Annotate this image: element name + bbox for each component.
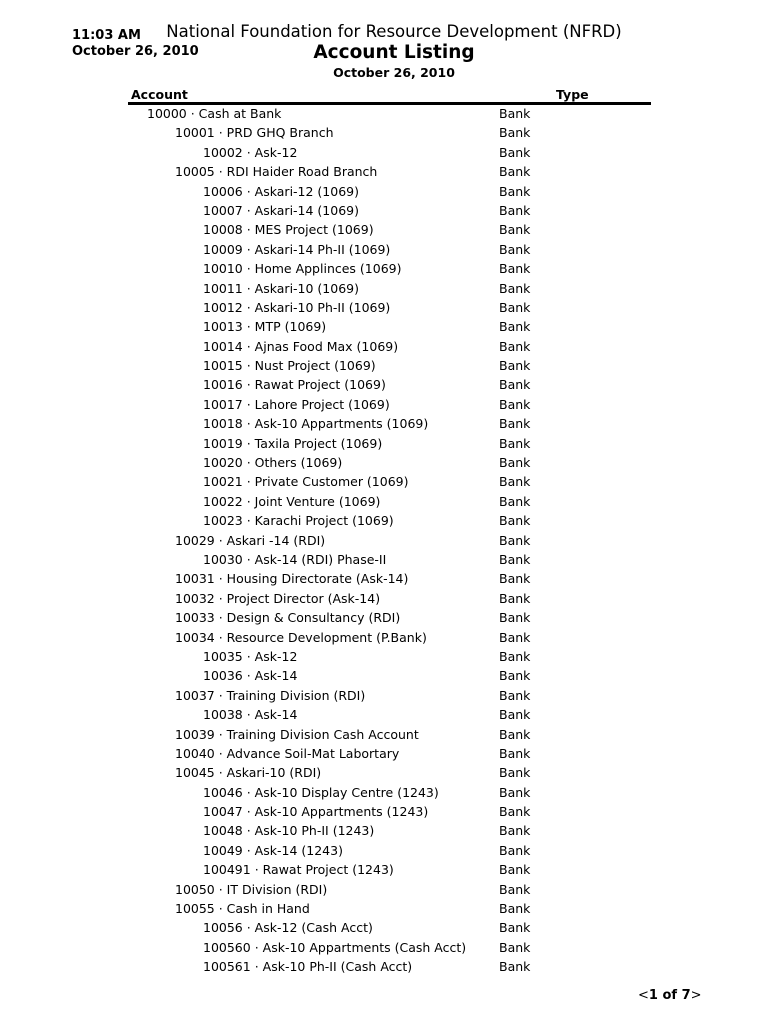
account-name: 100561 · Ask-10 Ph-II (Cash Acct) [203,959,413,975]
account-type: Bank [499,144,531,160]
account-name: 10048 · Ask-10 Ph-II (1243) [203,823,375,839]
account-type: Bank [499,416,531,432]
account-row [0,569,768,588]
account-name: 10055 · Cash in Hand [175,901,310,917]
account-type: Bank [499,299,531,315]
account-name: 10021 · Private Customer (1069) [203,474,409,490]
account-type: Bank [499,804,531,820]
account-row [0,957,768,976]
account-row [0,938,768,957]
account-row [0,744,768,763]
account-row [0,802,768,821]
report-date: October 26, 2010 [72,44,199,59]
prev-page-button[interactable]: < [638,988,649,1003]
account-name: 10022 · Joint Venture (1069) [203,493,381,509]
account-row [0,317,768,336]
account-name: 10020 · Others (1069) [203,455,343,471]
account-name: 10035 · Ask-12 [203,648,298,664]
account-type: Bank [499,901,531,917]
account-type: Bank [499,842,531,858]
account-row [0,414,768,433]
account-type: Bank [499,435,531,451]
account-type: Bank [499,183,531,199]
account-row [0,472,768,491]
account-type: Bank [499,862,531,878]
account-name: 10012 · Askari-10 Ph-II (1069) [203,299,391,315]
account-type: Bank [499,319,531,335]
account-row [0,123,768,142]
account-row [0,589,768,608]
account-type: Bank [499,745,531,761]
account-row [0,511,768,530]
account-type: Bank [499,532,531,548]
next-page-button[interactable]: > [690,988,702,1003]
account-name: 10030 · Ask-14 (RDI) Phase-II [203,551,387,567]
account-name: 10031 · Housing Directorate (Ask-14) [175,571,409,587]
account-type: Bank [499,261,531,277]
account-type: Bank [499,687,531,703]
account-name: 100491 · Rawat Project (1243) [203,862,394,878]
account-type: Bank [499,338,531,354]
account-type: Bank [499,959,531,975]
account-row [0,201,768,220]
account-name: 10033 · Design & Consultancy (RDI) [175,610,401,626]
account-row [0,453,768,472]
account-name: 10009 · Askari-14 Ph-II (1069) [203,241,391,257]
account-name: 10045 · Askari-10 (RDI) [175,765,322,781]
account-row [0,395,768,414]
report-subtitle: October 26, 2010 [333,65,455,80]
account-name: 10013 · MTP (1069) [203,319,327,335]
account-name: 10000 · Cash at Bank [147,106,282,121]
account-row [0,666,768,685]
account-name: 10008 · MES Project (1069) [203,222,374,238]
company-name: National Foundation for Resource Development (NFRD) [166,22,622,41]
report-time: 11:03 AM [72,28,141,43]
account-row [0,279,768,298]
page-indicator [638,988,702,1004]
account-type: Bank [499,920,531,936]
account-type: Bank [499,164,531,180]
account-type: Bank [499,668,531,684]
account-name: 10032 · Project Director (Ask-14) [175,590,381,606]
account-row [0,492,768,511]
account-type: Bank [499,590,531,606]
account-type: Bank [499,571,531,587]
account-type: Bank [499,629,531,645]
account-row [0,918,768,937]
account-row [0,356,768,375]
account-row [0,880,768,899]
account-list [0,104,768,977]
column-header-account: Account [131,87,188,102]
account-row [0,608,768,627]
account-name: 10046 · Ask-10 Display Centre (1243) [203,784,439,800]
account-row [0,647,768,666]
account-name: 10050 · IT Division (RDI) [175,881,328,897]
account-type: Bank [499,551,531,567]
account-row [0,705,768,724]
account-type: Bank [499,280,531,296]
account-row [0,220,768,239]
account-name: 10056 · Ask-12 (Cash Acct) [203,920,373,936]
account-type: Bank [499,202,531,218]
account-name: 10010 · Home Applinces (1069) [203,261,402,277]
account-row [0,686,768,705]
account-row [0,725,768,744]
account-row [0,259,768,278]
account-name: 10023 · Karachi Project (1069) [203,513,394,529]
account-row [0,628,768,647]
account-type: Bank [499,377,531,393]
account-row [0,375,768,394]
account-type: Bank [499,707,531,723]
account-type: Bank [499,396,531,412]
account-type: Bank [499,493,531,509]
account-name: 10049 · Ask-14 (1243) [203,842,343,858]
account-row [0,783,768,802]
account-name: 10001 · PRD GHQ Branch [175,125,334,141]
account-name: 10018 · Ask-10 Appartments (1069) [203,416,429,432]
account-name: 10006 · Askari-12 (1069) [203,183,359,199]
account-row [0,182,768,201]
account-type: Bank [499,241,531,257]
account-name: 10039 · Training Division Cash Account [175,726,419,742]
account-row [0,240,768,259]
account-row [0,899,768,918]
column-header-type: Type [556,87,589,102]
account-name: 10014 · Ajnas Food Max (1069) [203,338,399,354]
account-name: 10047 · Ask-10 Appartments (1243) [203,804,429,820]
account-name: 10040 · Advance Soil-Mat Labortary [175,745,400,761]
account-row [0,434,768,453]
account-name: 10002 · Ask-12 [203,144,298,160]
account-type: Bank [499,474,531,490]
account-row [0,143,768,162]
account-name: 10016 · Rawat Project (1069) [203,377,386,393]
account-name: 100560 · Ask-10 Appartments (Cash Acct) [203,939,467,955]
account-name: 10011 · Askari-10 (1069) [203,280,359,296]
account-type: Bank [499,784,531,800]
report-title: Account Listing [313,42,475,63]
account-type: Bank [499,765,531,781]
account-type: Bank [499,455,531,471]
account-type: Bank [499,106,531,121]
page-number: 1 of 7 [648,988,691,1003]
account-row [0,531,768,550]
account-type: Bank [499,726,531,742]
account-name: 10029 · Askari -14 (RDI) [175,532,326,548]
account-row [0,821,768,840]
account-type: Bank [499,610,531,626]
account-type: Bank [499,513,531,529]
account-row [0,763,768,782]
account-row [0,104,768,123]
account-name: 10005 · RDI Haider Road Branch [175,164,378,180]
account-name: 10015 · Nust Project (1069) [203,358,376,374]
account-type: Bank [499,222,531,238]
account-row [0,841,768,860]
account-row [0,550,768,569]
account-row [0,337,768,356]
account-name: 10036 · Ask-14 [203,668,298,684]
account-type: Bank [499,358,531,374]
account-name: 10038 · Ask-14 [203,707,298,723]
account-name: 10017 · Lahore Project (1069) [203,396,390,412]
account-type: Bank [499,823,531,839]
account-name: 10034 · Resource Development (P.Bank) [175,629,427,645]
account-type: Bank [499,939,531,955]
account-type: Bank [499,881,531,897]
account-type: Bank [499,125,531,141]
account-row [0,298,768,317]
account-row [0,860,768,879]
account-name: 10007 · Askari-14 (1069) [203,202,359,218]
account-name: 10037 · Training Division (RDI) [175,687,366,703]
account-row [0,162,768,181]
account-name: 10019 · Taxila Project (1069) [203,435,383,451]
account-type: Bank [499,648,531,664]
